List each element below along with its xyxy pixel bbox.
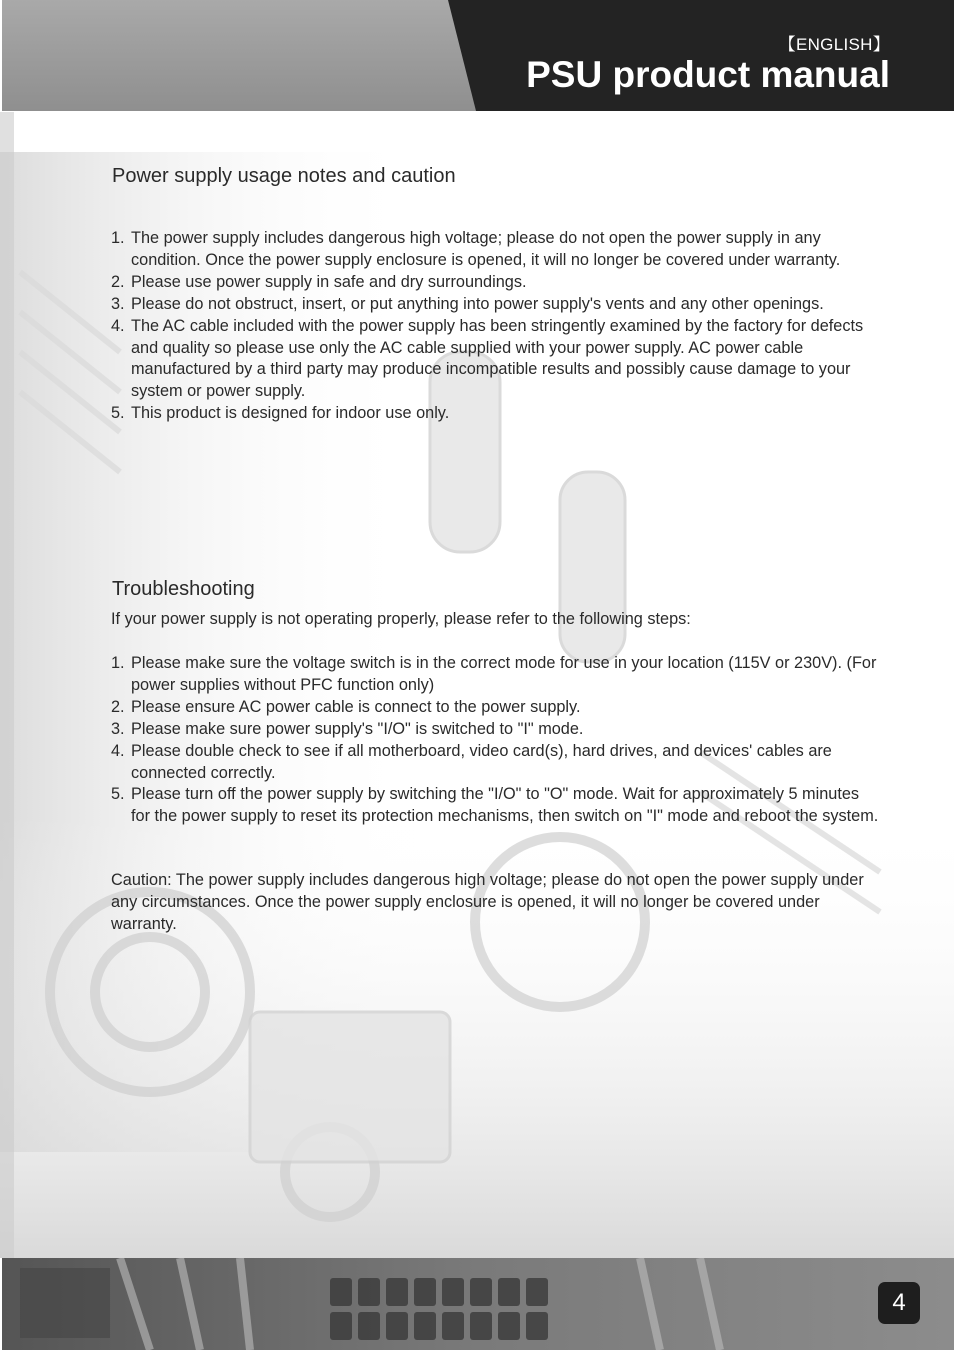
troubleshooting-heading: Troubleshooting (112, 578, 255, 600)
manual-title: PSU product manual (526, 54, 890, 95)
notes-list (111, 228, 881, 425)
list-item: 2. Please ensure AC power cable is connect to the power supply. (111, 697, 581, 716)
list-item: 3. Please make sure power supply's "I/O" is switched to "I" mode. (111, 719, 584, 738)
list-item: 5. This product is designed for indoor use only. (111, 404, 450, 423)
list-item: 1. Please make sure the voltage switch is in the correct mode for use in your location (115V or 230V). (For power supplies without PFC function only) (111, 654, 877, 694)
notes-heading: Power supply usage notes and caution (112, 165, 456, 187)
list-item: 1. The power supply includes dangerous high voltage; please do not open the power supply in any condition. Once the power supply enclosure is opened, it will no longer be covered under warranty. (111, 229, 841, 269)
footer-connector-image (0, 1258, 954, 1350)
troubleshooting-intro: If your power supply is not operating properly, please refer to the following steps: (111, 610, 691, 628)
list-item: 3. Please do not obstruct, insert, or put anything into power supply's vents and any other openings. (111, 294, 824, 313)
list-item: 5. Please turn off the power supply by switching the "I/O" to "O" mode. Wait for approximately 5 minutes for the power supply to reset its protection mechanisms, then switch on "I" mode and reboot the system. (111, 785, 879, 826)
language-label: 【ENGLISH】 (778, 35, 890, 54)
page-header (0, 0, 954, 111)
troubleshooting-list (111, 653, 881, 828)
list-item: 4. The AC cable included with the power supply has been stringently examined by the factory for defects and quality so please use only the AC cable supplied with your power supply. AC power cable manufactured by a third party may produce incompatible results and possibly cause damage to your system or power supply. (111, 316, 864, 401)
page-number-badge: 4 (878, 1282, 920, 1324)
list-item: 2. Please use power supply in safe and dry surroundings. (111, 272, 527, 291)
list-item: 4. Please double check to see if all motherboard, video card(s), hard drives, and devices' cables are connected correctly. (111, 741, 832, 782)
caution-paragraph: Caution: The power supply includes dangerous high voltage; please do not open the power supply under any circumstances. Once the power supply enclosure is opened, it will no longer be covered under warranty. (111, 871, 864, 933)
